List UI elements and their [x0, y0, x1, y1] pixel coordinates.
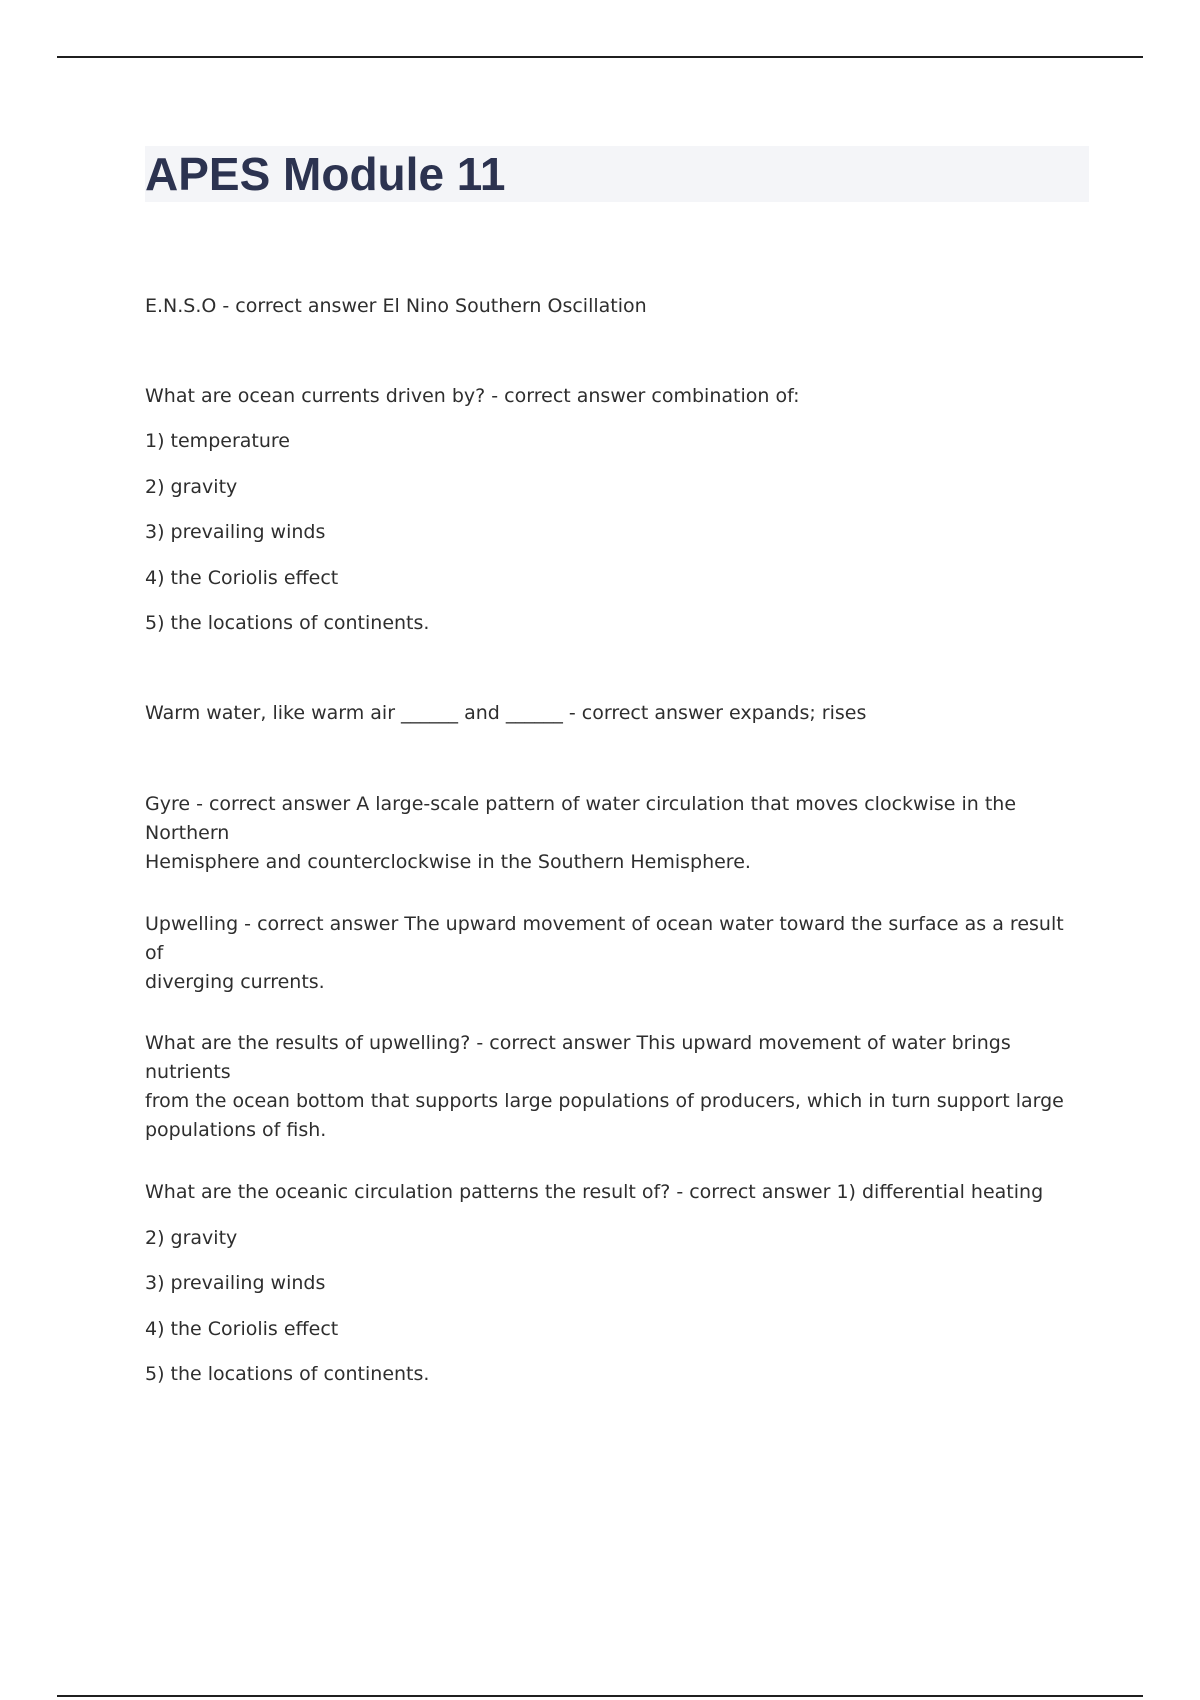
- qa-entry-upwelling: [145, 910, 1065, 997]
- entry-text: What are the results of upwelling? - correct answer This upward movement of water brings nutrients: [145, 1032, 1011, 1083]
- list-item: 2) gravity: [145, 1227, 238, 1249]
- list-item: 3) prevailing winds: [145, 1272, 326, 1294]
- list-item: 4) the Coriolis effect: [145, 567, 339, 589]
- entry-text: from the ocean bottom that supports large populations of producers, which in turn support large: [145, 1090, 1064, 1112]
- entry-text: E.N.S.O - correct answer El Nino Southern Oscillation: [145, 295, 647, 317]
- page-title: APES Module 11: [145, 148, 506, 200]
- entry-text: Gyre - correct answer A large-scale pattern of water circulation that moves clockwise in the Northern: [145, 793, 1017, 844]
- bottom-rule: [57, 1695, 1143, 1697]
- list-item: 5) the locations of continents.: [145, 1363, 430, 1385]
- qa-entry-gyre: [145, 790, 1065, 877]
- entry-text: What are the oceanic circulation patterns the result of? - correct answer 1) differential heating: [145, 1181, 1044, 1203]
- list-item: 4) the Coriolis effect: [145, 1318, 339, 1340]
- entry-text: Hemisphere and counterclockwise in the Southern Hemisphere.: [145, 851, 751, 873]
- list-item: 5) the locations of continents.: [145, 612, 430, 634]
- entry-text: Warm water, like warm air ______ and ______ - correct answer expands; rises: [145, 702, 867, 724]
- list-item: 1) temperature: [145, 430, 290, 452]
- entry-text: populations of fish.: [145, 1119, 327, 1141]
- entry-text: What are ocean currents driven by? - correct answer combination of:: [145, 385, 800, 407]
- qa-entry-ocean-currents: [145, 382, 800, 638]
- qa-entry-upwelling-results: [145, 1029, 1065, 1145]
- top-rule: [57, 56, 1143, 58]
- entry-text: Upwelling - correct answer The upward movement of ocean water toward the surface as a result of: [145, 913, 1064, 964]
- list-item: 2) gravity: [145, 476, 238, 498]
- entry-text: diverging currents.: [145, 971, 325, 993]
- qa-entry-enso: [145, 292, 647, 321]
- qa-entry-circulation-patterns: [145, 1178, 1043, 1389]
- qa-entry-warm-water: [145, 699, 866, 728]
- list-item: 3) prevailing winds: [145, 521, 326, 543]
